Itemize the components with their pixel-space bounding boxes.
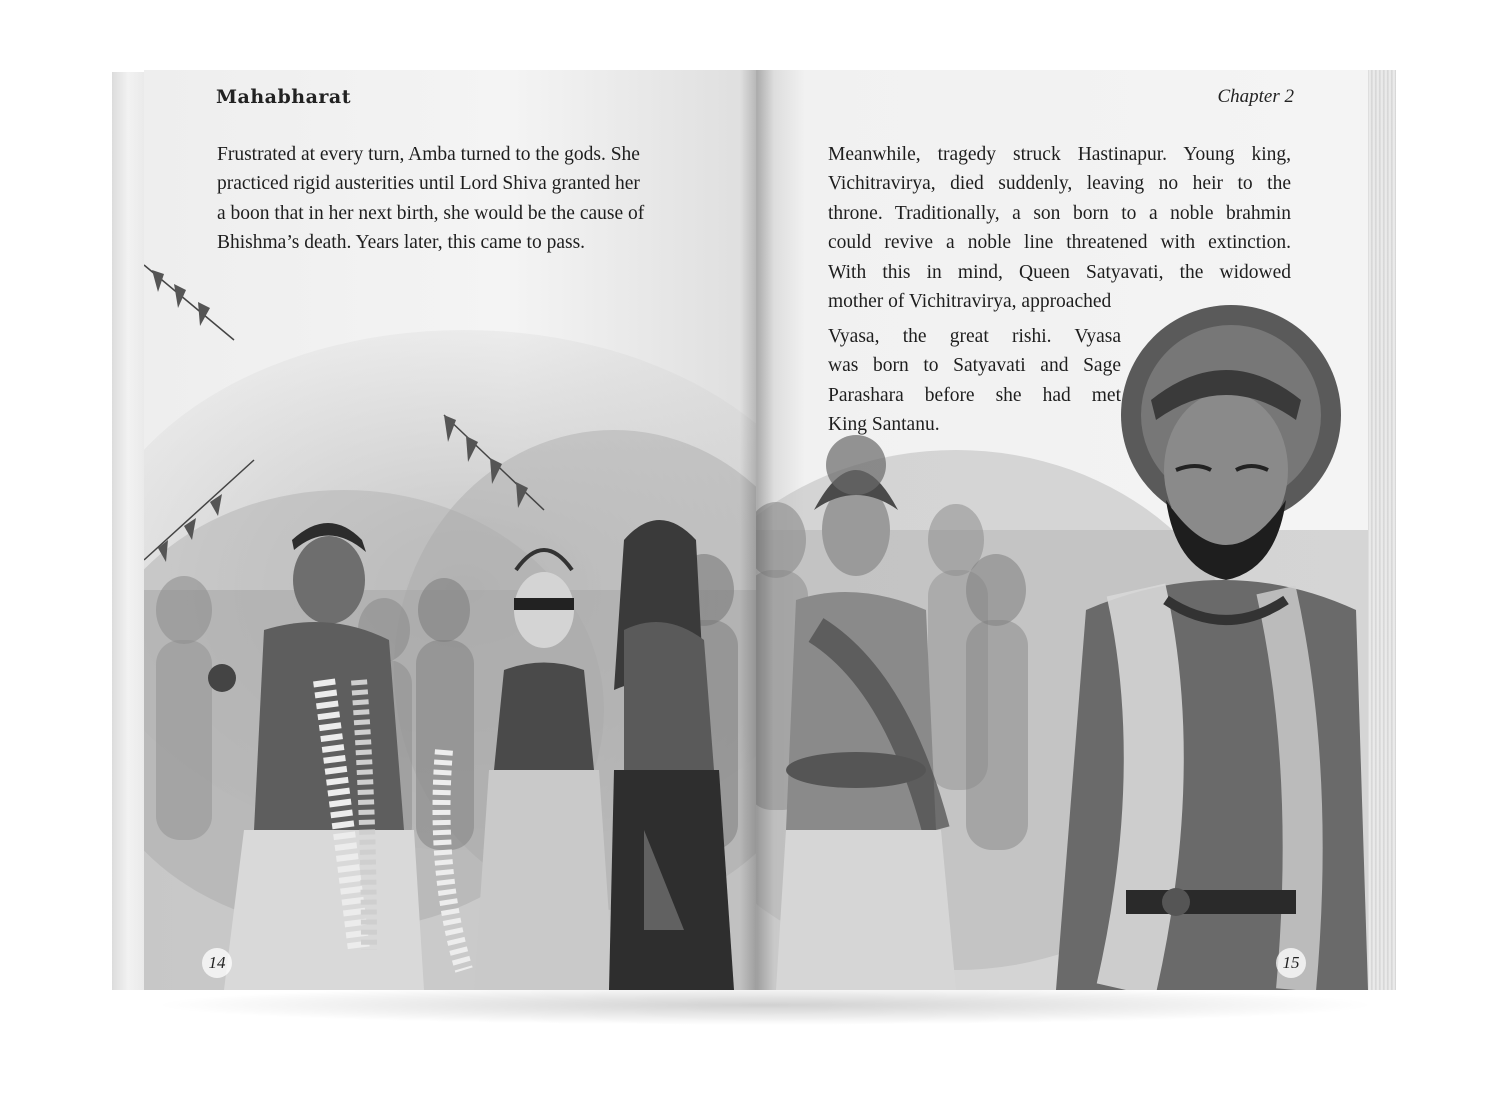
text-line: Parashara before she had met: [828, 384, 1121, 406]
right-page: [756, 70, 1368, 990]
left-paragraph: [217, 140, 692, 258]
text-line: Vichitravirya, died suddenly, leaving no heir to the: [828, 173, 1291, 195]
page-number-left: 14: [202, 948, 232, 978]
running-head-chapter: Chapter 2: [1217, 86, 1294, 107]
text-line: King Santanu.: [828, 414, 940, 436]
right-paragraph-full-width: [828, 140, 1291, 316]
text-line: was born to Satyavati and Sage: [828, 355, 1121, 377]
text-line: Frustrated at every turn, Amba turned to the gods. She: [217, 144, 640, 165]
text-line: With this in mind, Queen Satyavati, the widowed: [828, 261, 1291, 283]
right-paragraph-wrapped: [828, 322, 1121, 440]
text-line: Bhishma’s death. Years later, this came to pass.: [217, 232, 586, 254]
page-number-right: 15: [1276, 948, 1306, 978]
text-line: mother of Vichitravirya, approached: [828, 291, 1112, 313]
text-line: could revive a noble line threatened with extinction.: [828, 232, 1291, 254]
text-line: practiced rigid austerities until Lord Shiva granted her: [217, 173, 640, 195]
text-line: Vyasa, the great rishi. Vyasa: [828, 326, 1121, 347]
text-line: throne. Traditionally, a son born to a noble brahmin: [828, 202, 1291, 224]
left-page: [144, 70, 756, 990]
running-head-book-title: Mahabharat: [216, 86, 351, 108]
text-line: Meanwhile, tragedy struck Hastinapur. Young king,: [828, 144, 1291, 165]
text-line: a boon that in her next birth, she would be the cause of: [217, 202, 645, 224]
book-shadow: [150, 985, 1380, 1025]
